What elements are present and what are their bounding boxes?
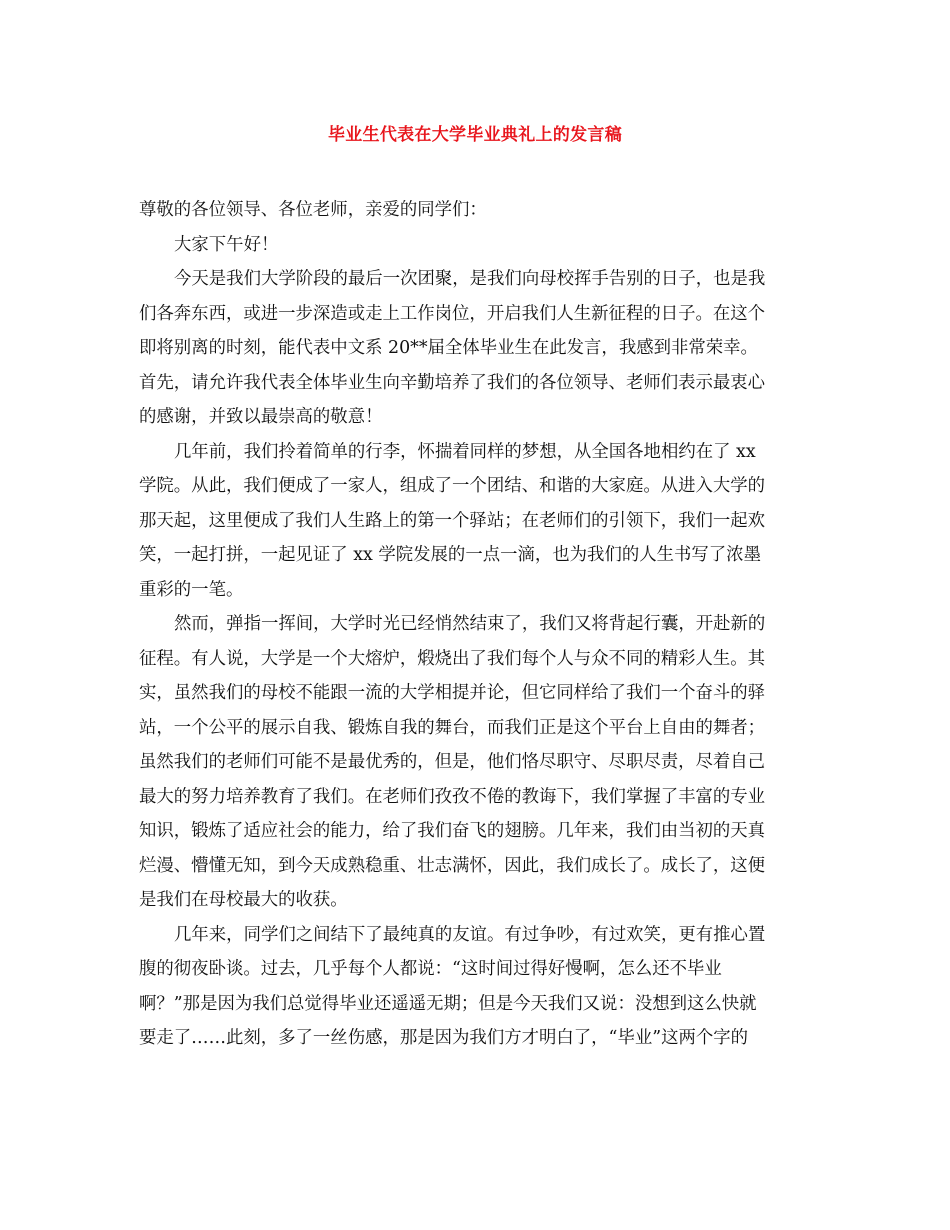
body-line: 实，虽然我们的母校不能跟一流的大学相提并论，但它同样给了我们一个奋斗的驿 xyxy=(139,683,766,703)
body-line: 笑，一起打拼，一起见证了 xx 学院发展的一点一滴，也为我们的人生书写了浓墨 xyxy=(139,545,761,565)
body-line: 啊？”那是因为我们总觉得毕业还遥遥无期；但是今天我们又说：没想到这么快就 xyxy=(139,993,757,1014)
body-line: 大家下午好！ xyxy=(174,234,279,255)
body-line: 要走了……此刻，多了一丝伤感，那是因为我们方才明白了，“毕业”这两个字的 xyxy=(139,1028,749,1048)
body-line: 尊敬的各位领导、各位老师，亲爱的同学们： xyxy=(139,200,487,220)
body-line: 征程。有人说，大学是一个大熔炉，煅烧出了我们每个人与众不同的精彩人生。其 xyxy=(139,648,766,669)
body-line: 的感谢，并致以最崇高的敬意！ xyxy=(139,407,383,427)
body-line: 首先，请允许我代表全体毕业生向辛勤培养了我们的各位领导、老师们表示最衷心 xyxy=(139,372,766,393)
body-line: 即将别离的时刻，能代表中文系 20**届全体毕业生在此发言，我感到非常荣幸。 xyxy=(139,338,758,358)
body-line: 今天是我们大学阶段的最后一次团聚，是我们向母校挥手告别的日子，也是我 xyxy=(174,269,766,289)
body-line: 虽然我们的老师们可能不是最优秀的，但是，他们恪尽职守、尽职尽责，尽着自己 xyxy=(139,752,766,772)
body-line: 重彩的一笔。 xyxy=(139,579,244,600)
body-line: 那天起，这里便成了我们人生路上的第一个驿站；在老师们的引领下，我们一起欢 xyxy=(139,510,766,531)
body-line: 腹的彻夜卧谈。过去，几乎每个人都说：“这时间过得好慢啊，怎么还不毕业 xyxy=(139,959,722,979)
body-line: 是我们在母校最大的收获。 xyxy=(139,890,348,910)
body-line: 学院。从此，我们便成了一家人，组成了一个团结、和谐的大家庭。从进入大学的 xyxy=(139,476,766,496)
body-line: 们各奔东西，或进一步深造或走上工作岗位，开启我们人生新征程的日子。在这个 xyxy=(139,303,766,324)
body-line: 站，一个公平的展示自我、锻炼自我的舞台，而我们正是这个平台上自由的舞者； xyxy=(139,717,766,738)
body-line: 知识，锻炼了适应社会的能力，给了我们奋飞的翅膀。几年来，我们由当初的天真 xyxy=(139,821,766,841)
body-line: 然而，弹指一挥间，大学时光已经悄然结束了，我们又将背起行囊，开赴新的 xyxy=(174,614,766,634)
body-line: 最大的努力培养教育了我们。在老师们孜孜不倦的教诲下，我们掌握了丰富的专业 xyxy=(139,786,766,807)
body-line: 烂漫、懵懂无知，到今天成熟稳重、壮志满怀，因此，我们成长了。成长了，这便 xyxy=(139,855,766,876)
body-line: 几年前，我们拎着简单的行李，怀揣着同样的梦想，从全国各地相约在了 xx xyxy=(174,441,756,462)
body-line: 几年来，同学们之间结下了最纯真的友谊。有过争吵，有过欢笑，更有推心置 xyxy=(174,924,766,945)
document-body xyxy=(139,193,815,1056)
document-title: 毕业生代表在大学毕业典礼上的发言稿 xyxy=(327,125,623,145)
